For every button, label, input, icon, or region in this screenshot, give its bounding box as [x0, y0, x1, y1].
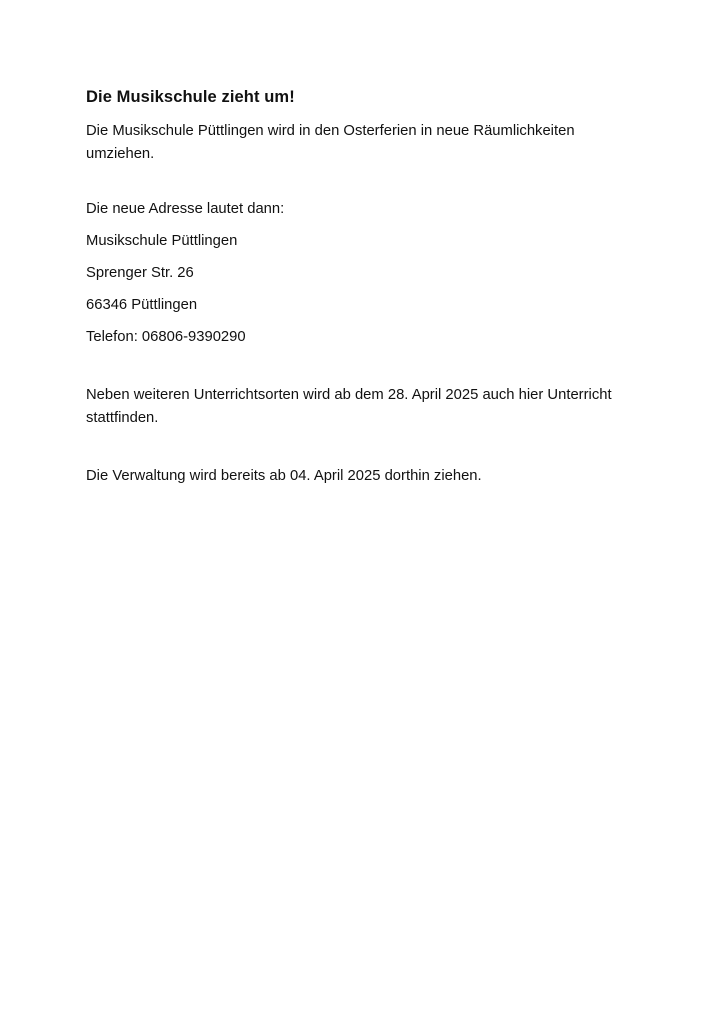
lesson-info-paragraph: Neben weiteren Unterrichtsorten wird ab dem 28. April 2025 auch hier Unterricht stattfinden. [86, 387, 612, 426]
address-city-line: 66346 Püttlingen [86, 297, 198, 313]
address-phone-line: Telefon: 06806-9390290 [86, 329, 246, 345]
address-name-line: Musikschule Püttlingen [86, 233, 238, 249]
intro-paragraph: Die Musikschule Püttlingen wird in den Osterferien in neue Räumlichkeiten umziehen. [86, 123, 575, 162]
document-body [86, 86, 646, 488]
page-title: Die Musikschule zieht um! [86, 88, 295, 106]
address-lead-paragraph: Die neue Adresse lautet dann: [86, 201, 285, 217]
admin-info-paragraph: Die Verwaltung wird bereits ab 04. April 2025 dorthin ziehen. [86, 468, 482, 484]
address-street-line: Sprenger Str. 26 [86, 265, 194, 281]
